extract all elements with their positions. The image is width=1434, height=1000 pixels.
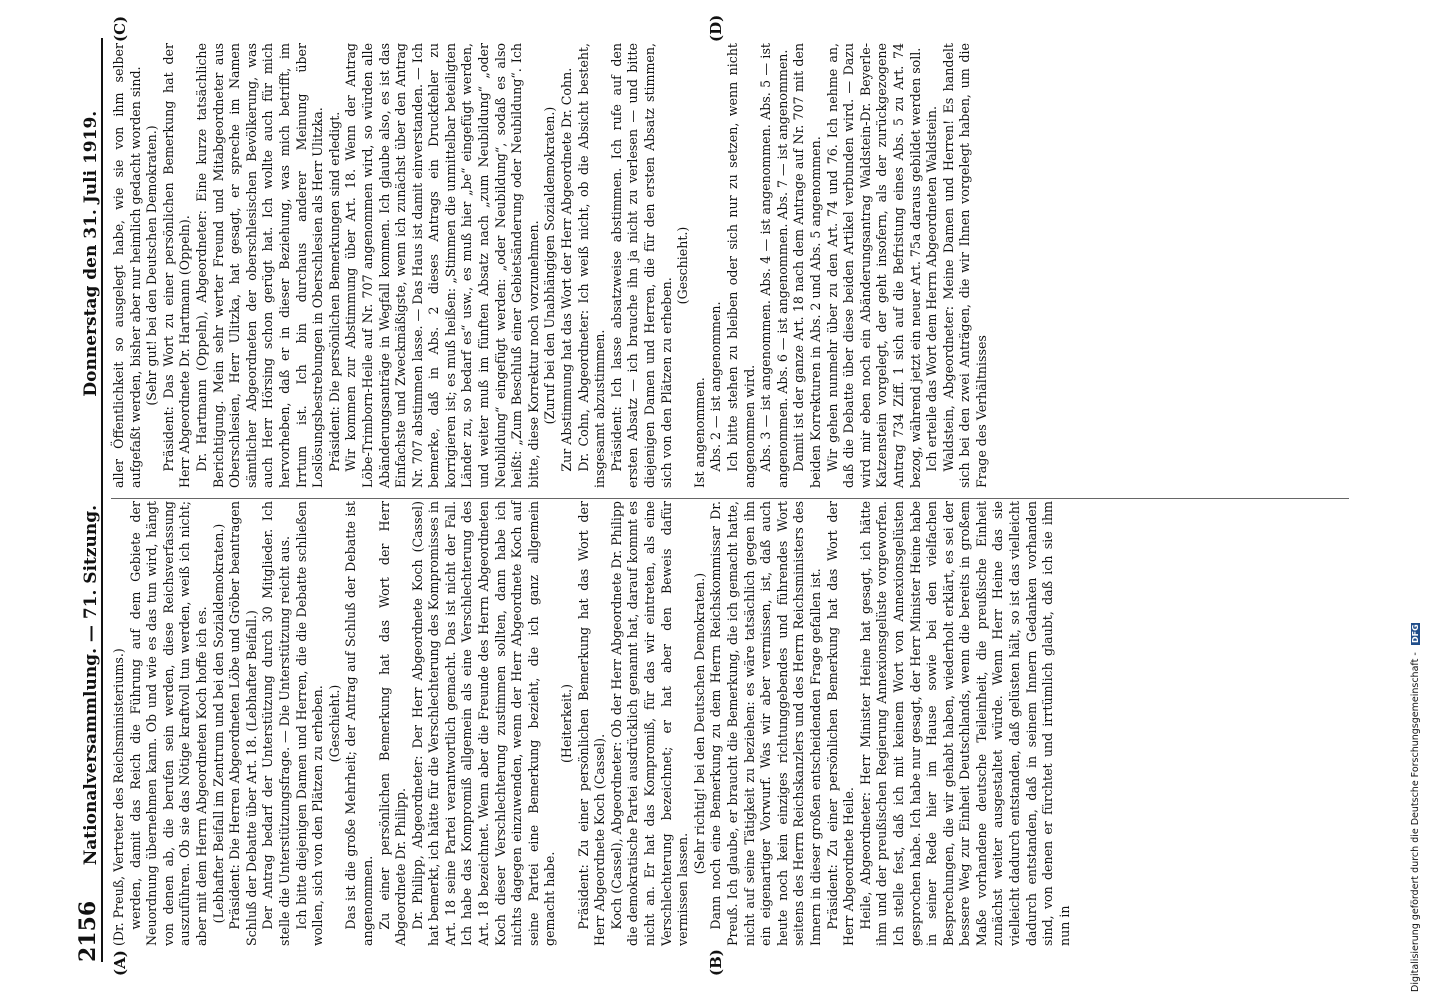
paragraph: Das ist die große Mehrheit; der Antrag auf Schluß der Debatte ist angenommen. bbox=[343, 501, 375, 946]
paragraph: Der Antrag bedarf der Unterstützung durch 30 Mitglieder. Ich stelle die Unterstützungsfrage. — Die Unterstützung reicht aus. bbox=[260, 501, 292, 946]
paragraph: (Dr. Preuß, Vertreter des Reichsministeriums.) bbox=[111, 648, 126, 946]
paragraph: (Lebhafter Beifall im Zentrum und bei den Sozialdemokraten.) bbox=[210, 523, 226, 924]
margin-marker-c: (C) bbox=[111, 15, 129, 42]
paragraph: Präsident: Die Herren Abgeordneten Löbe und Gröber beantragen Schluß der Debatte über Art. 18. (Lebhafter Beifall.) bbox=[227, 501, 259, 946]
paragraph: Präsident: Die persönlichen Bemerkungen sind erledigt. bbox=[326, 111, 342, 472]
paragraph: (Geschieht.) bbox=[675, 226, 691, 305]
paragraph: Wir gehen nunmehr über zu den Art. 74 und 76. Ich nehme an, daß die Debatte über diese beiden Artikel verbunden wird. — Dazu wird mir eben noch ein Abänderungsantrag Waldstein-Dr. Beyerle-Katzenstein vorgelegt, der geht insofern, als der zurückgezogene Antrag 734 Ziff. 1 sich auf die Befristung eines Abs. 5 zu Art. 74 bezog, während jetzt ein neuer Art. 75a daraus gebildet werden soll. bbox=[824, 43, 923, 488]
paragraph: werden, damit das Reich die Führung auf dem Gebiete der Neuordnung übernehmen kann. Ob und wie es das tun wird, hängt von denen ab, die berufen sein werden, diese Reichsverfassung auszuführen. Ob sie das Nötige kraftvoll tun werden, weiß ich nicht; aber mit dem Herrn Abgeordneten Koch hoffe ich es. bbox=[127, 501, 209, 946]
paragraph: (Sehr gut! bei den Deutschen Demokraten.) bbox=[144, 125, 160, 406]
paragraph: Dr. Philipp, Abgeordneter: Der Herr Abgeordnete Koch (Cassel) hat bemerkt, ich hätte für die Verschlechterung des Kompromisses in Art. 18 seine Partei verantwortlich gemacht. Das ist nicht der Fall. Ich habe das Kompromiß allgemein als eine Verschlechterung des Art. 18 bezeichnet. Wenn aber die Freunde des Herrn Abgeordneten Koch dieser Verschlechterung zustimmen sollten, dann habe ich nichts dagegen einzuwenden, wenn der Herr Abgeordnete Koch auf seine Partei eine Bemerkung bezieht, die ich ganz allgemein gemacht habe. bbox=[409, 501, 558, 946]
paragraph: (Sehr richtig! bei den Deutschen Demokraten.) bbox=[691, 572, 707, 875]
margin-marker-a: (A) bbox=[111, 950, 129, 976]
scanned-page bbox=[67, 14, 1367, 980]
paragraph: Ich erteile das Wort dem Herrn Abgeordneten Waldstein. bbox=[924, 106, 940, 472]
paragraph: (Heiterkeit.) bbox=[559, 684, 575, 763]
margin-marker-b: (B) bbox=[707, 949, 725, 976]
margin-marker-d: (D) bbox=[707, 14, 725, 42]
page-header bbox=[75, 38, 103, 962]
paragraph: Ist angenommen. bbox=[691, 377, 707, 488]
digitization-text: Digitalisierung gefördert durch die Deutsche Forschungsgemeinschaft - bbox=[1410, 652, 1421, 992]
paragraph: Zu einer persönlichen Bemerkung hat das Wort der Herr Abgeordnete Dr. Philipp. bbox=[376, 501, 409, 946]
column-divider bbox=[111, 498, 1349, 499]
header-right-title: Donnerstag den 31. Juli 1919. bbox=[81, 110, 101, 397]
paragraph: Ich bitte stehen zu bleiben oder sich nur zu setzen, wenn nicht angenommen wird. bbox=[724, 43, 757, 488]
paragraph: Präsident: Das Wort zu einer persönlichen Bemerkung hat der Herr Abgeordnete Dr. Hartmann (Oppeln). bbox=[160, 43, 193, 488]
paragraph: Waldstein, Abgeordneter: Meine Damen und Herren! Es handelt sich bei den zwei Anträgen, die wir Ihnen vorgelegt haben, um die Frage des Verhältnisses bbox=[940, 43, 989, 488]
paragraph: Abs. 3 — ist angenommen. Abs. 4 — ist angenommen. Abs. 5 — ist angenommen. Abs. 6 — ist angenommen. Abs. 7 — ist angenommen. bbox=[758, 43, 790, 488]
left-column bbox=[111, 501, 1073, 946]
paragraph: Präsident: Zu einer persönlichen Bemerkung hat das Wort der Herr Abgeordnete Koch (Cassel). bbox=[575, 501, 608, 946]
paragraph: aller Öffentlichkeit so ausgelegt habe, wie sie von ihm selber aufgefaßt werden, bisher aber nur heimlich gedacht worden sind. bbox=[111, 43, 143, 488]
paragraph: (Geschieht.) bbox=[326, 684, 342, 763]
paragraph: Damit ist der ganze Art. 18 nach dem Antrage auf Nr. 707 mit den beiden Korrekturen in Abs. 2 und Abs. 5 angenommen. bbox=[791, 43, 823, 488]
page-number: 2156 bbox=[75, 900, 101, 962]
right-column bbox=[111, 43, 990, 488]
dfg-logo: DFG bbox=[1411, 624, 1420, 644]
header-left-title: Nationalversammlung. — 71. Sitzung. bbox=[81, 504, 101, 866]
paragraph: Zur Abstimmung hat das Wort der Herr Abgeordnete Dr. Cohn. bbox=[559, 67, 575, 472]
paragraph: Dr. Hartmann (Oppeln), Abgeordneter: Eine kurze tatsächliche Berichtigung. Mein sehr werter Freund und Mitabgeordneter aus Oberschlesien, Herr Ulitzka, hat gesagt, er spreche im Namen sämtlicher Abgeordneten der oberschlesischen Bevölkerung, was auch Herr Hörsing schon gerügt hat. Ich wollte auch für mich hervorheben, daß er in dieser Beziehung, was mich betrifft, im Irrtum ist. Ich bin durchaus anderer Meinung über Loslösungsbestrebungen in Oberschlesien als Herr Ulitzka. bbox=[193, 43, 326, 488]
paragraph: Dr. Cohn, Abgeordneter: Ich weiß nicht, ob die Absicht besteht, insgesamt abzustimmen. bbox=[575, 43, 608, 488]
paragraph: Präsident: Zu einer persönlichen Bemerkung hat das Wort der Herr Abgeordnete Heile. bbox=[824, 501, 857, 946]
paragraph: Präsident: Ich lasse absatzweise abstimmen. Ich rufe auf den ersten Absatz — ich brauche ihn ja nicht zu verlesen — und bitte diejenigen Damen und Herren, die für den ersten Absatz stimmen, sich von den Plätzen zu erheben. bbox=[608, 43, 674, 488]
digitization-note bbox=[1410, 8, 1426, 992]
paragraph: (Zuruf bei den Unabhängigen Sozialdemokraten.) bbox=[542, 106, 558, 425]
paragraph: Ich bitte diejenigen Damen und Herren, die die Debatte schließen wollen, sich von den Plätzen zu erheben. bbox=[293, 501, 326, 946]
paragraph: Koch (Cassel), Abgeordneter: Ob der Herr Abgeordnete Dr. Philipp die demokratische Partei ausdrücklich genannt hat, darauf kommt es nicht an. Er hat das Kompromiß, für das wir eintreten, als eine Verschlechterung bezeichnet; er hat aber den Beweis dafür vermissen lassen. bbox=[608, 501, 691, 946]
paragraph: Heile, Abgeordneter: Herr Minister Heine hat gesagt, ich hätte ihm und der preußischen Regierung Annexionsgelüste vorgeworfen. Ich stelle fest, daß ich mit keinem Wort von Annexionsgelüsten gesprochen habe. Ich habe nur gesagt, der Herr Minister Heine habe in seiner Rede hier im Hause sowie bei den vielfachen Besprechungen, die wir gehabt haben, wiederholt erklärt, es sei der bessere Weg zur Einheit Deutschlands, wenn die bereits in großem Maße vorhandene deutsche Teileinheit, die preußische Einheit zunächst weiter ausgestaltet würde. Wenn Herr Heine das sie vielleicht dadurch entstanden, daß gelüsten hält, so ist das vielleicht dadurch entstanden, daß in seinem Innern Gedanken vorhanden sind, von denen er fürchtet und irrtümlich glaubt, daß ich sie ihm nun in bbox=[857, 501, 1072, 946]
paragraph: Wir kommen zur Abstimmung über Art. 18. Wenn der Antrag Löbe-Trimborn-Heile auf Nr. 707 angenommen wird, so würden alle Abänderungsanträge in Wegfall kommen. Ich glaube also, es ist das Einfachste und Zweckmäßigste, wenn ich zunächst über den Antrag Nr. 707 abstimmen lasse. — Das Haus ist damit einverstanden. — Ich bemerke, daß in Abs. 2 dieses Antrags ein Druckfehler zu korrigieren ist; es muß heißen: „Stimmen die unmittelbar beteiligten Länder zu, so bedarf es“ usw., es muß hier „be“ eingefügt werden, und weiter muß im fünften Absatz nach „zum Neubildung“ „oder Neubildung“ eingefügt werden: „oder Neubildung“, sodaß es also heißt: „Zum Beschluß einer Gebietsänderung oder Neubildung“. Ich bitte, diese Korrektur noch vorzunehmen. bbox=[343, 43, 541, 488]
paragraph: Dann noch eine Bemerkung zu dem Herrn Reichskommissar Dr. Preuß. Ich glaube, er braucht die Bemerkung, die ich gemacht hatte, nicht auf seine Tätigkeit zu beziehen: es wäre tatsächlich gegen ihn ein eigenartiger Vorwurf. Was wir aber vermissen, ist, daß auch heute noch kein einziges richtunggebendes und führendes Wort seitens des Herrn Reichskanzlers und des Herrn Reichsministers des Innern in dieser großen entscheidenden Frage gefallen ist. bbox=[708, 501, 823, 946]
paragraph: Abs. 2 — ist angenommen. bbox=[708, 301, 724, 472]
